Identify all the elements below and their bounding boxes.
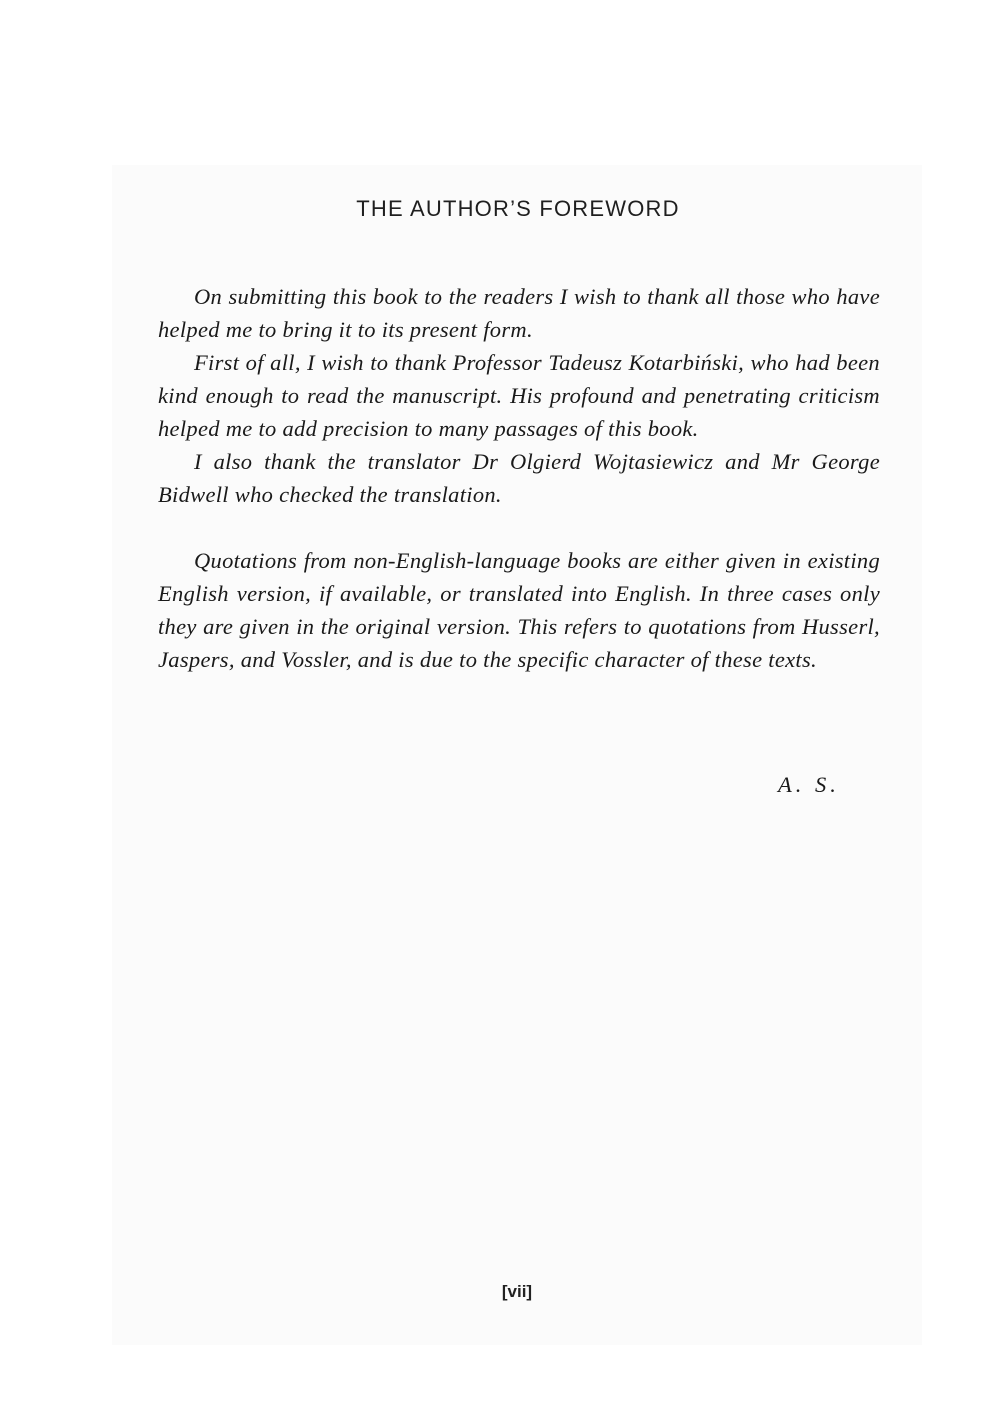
paragraph-thanks-intro: On submitting this book to the readers I wish to thank all those who have helped me to bring it to its present form. <box>158 284 880 342</box>
foreword-body <box>158 280 880 676</box>
paragraph-quotations-note: Quotations from non-English-language books are either given in existing English version, if available, or translated into English. In three cases only they are given in the original version. This refers to quotations from Husserl, Jaspers, and Vossler, and is due to the specific character of these texts. <box>158 548 880 672</box>
page-title: THE AUTHOR’S FOREWORD <box>356 196 680 221</box>
author-signature: A. S. <box>778 772 840 797</box>
page-number: [vii] <box>501 1282 533 1301</box>
paragraph-thanks-translator: I also thank the translator Dr Olgierd Wojtasiewicz and Mr George Bidwell who checked the translation. <box>158 449 880 507</box>
paragraph-thanks-kotarbinski: First of all, I wish to thank Professor Tadeusz Kotarbiński, who had been kind enough to read the manuscript. His profound and penetrating criticism helped me to add precision to many passages of this book. <box>158 350 880 441</box>
